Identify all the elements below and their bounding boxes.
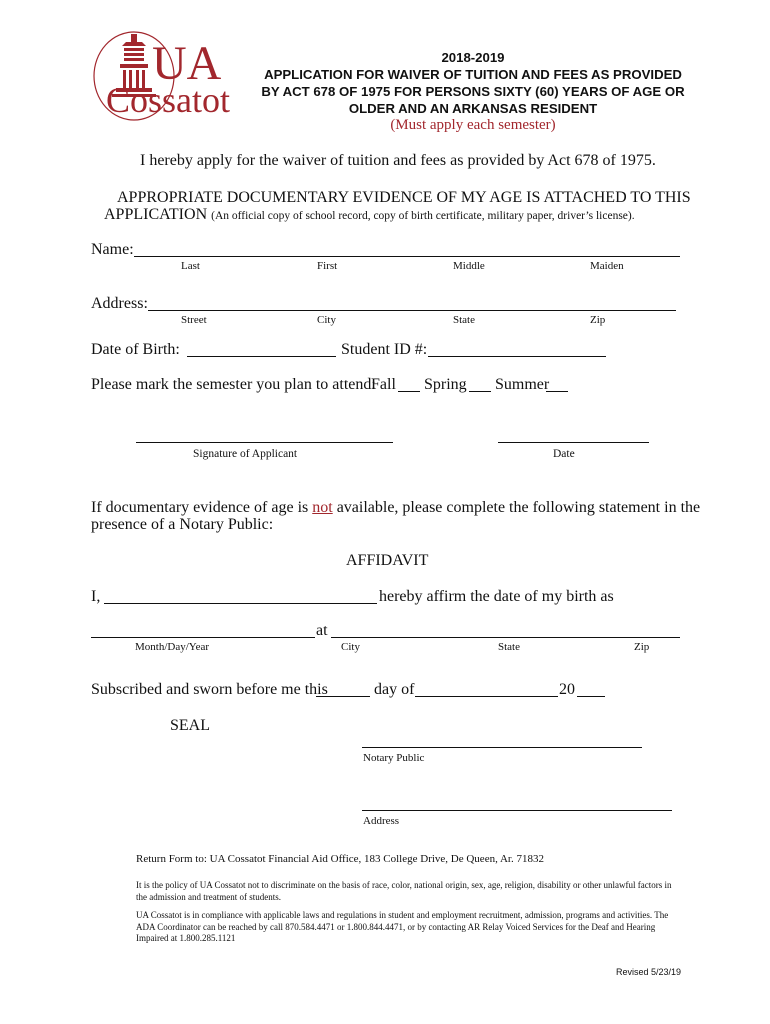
applicant-signature-label: Signature of Applicant <box>193 448 298 460</box>
name-part-maiden: Maiden <box>590 260 624 272</box>
semester-summer-label: Summer <box>495 376 550 393</box>
notary-intro-line-2: presence of a Notary Public: <box>91 516 274 533</box>
student-id-label: Student ID #: <box>341 341 428 358</box>
student-id-field[interactable] <box>428 356 606 357</box>
applicant-signature-field[interactable] <box>136 442 393 443</box>
name-part-first: First <box>317 260 338 272</box>
evidence-application-word: APPLICATION <box>104 206 208 223</box>
nondiscrimination-policy: It is the policy of UA Cossatot not to discriminate on the basis of race, color, national origin, sex, age, religion, disability or other unlawful factors in the admission and treatment of students. <box>136 880 672 902</box>
header-year: 2018-2019 <box>441 50 505 65</box>
intro-statement: I hereby apply for the waiver of tuition and fees as provided by Act 678 of 1975. <box>140 152 656 169</box>
dob-field[interactable] <box>187 356 336 357</box>
notary-signature-field[interactable] <box>362 747 642 748</box>
signature-date-label: Date <box>553 448 575 460</box>
semester-prompt: Please mark the semester you plan to attend: <box>91 376 376 393</box>
address-field[interactable] <box>148 310 676 311</box>
affidavit-birthplace-field[interactable] <box>331 637 680 638</box>
name-field[interactable] <box>134 256 680 257</box>
ada-compliance: UA Cossatot is in compliance with applicable laws and regulations in student and employment recruitment, admission, programs and activities. The ADA Coordinator can be reached by call 870.584.4471 or 1.800.844.4471, or by contacting AR Relay Voiced Services for the Deaf and Hearing Impaired at 1.800.285.1121 <box>136 910 669 943</box>
notary-intro-line-1 <box>91 499 700 517</box>
notary-address-label: Address <box>363 815 400 827</box>
year-prefix-text: 20 <box>559 681 575 698</box>
semester-fall-label: Fall <box>371 376 396 393</box>
address-part-zip: Zip <box>590 314 606 326</box>
address-label: Address: <box>91 295 148 312</box>
address-part-city: City <box>317 314 336 326</box>
evidence-examples: (An official copy of school record, copy of birth certificate, military paper, driver’s license). <box>211 210 635 222</box>
logo-ua-text: UA <box>152 37 222 90</box>
address-part-state: State <box>453 314 475 326</box>
notary-intro-before: If documentary evidence of age is <box>91 499 313 516</box>
name-part-last: Last <box>181 260 200 272</box>
header-note: (Must apply each semester) <box>390 117 556 133</box>
affidavit-birthdate-field[interactable] <box>91 637 315 638</box>
day-of-text: day of <box>374 681 415 698</box>
affidavit-i-label: I, <box>91 588 101 605</box>
notary-intro-emphasis: not <box>312 499 333 516</box>
header-line-3: OLDER AND AN ARKANSAS RESIDENT <box>348 101 598 116</box>
name-part-middle: Middle <box>453 260 485 272</box>
subscribed-text: Subscribed and sworn before me this <box>91 681 328 698</box>
affidavit-title: AFFIDAVIT <box>346 552 429 569</box>
address-part-street: Street <box>181 314 207 326</box>
subscribed-month-field[interactable] <box>415 696 558 697</box>
evidence-line-1: APPROPRIATE DOCUMENTARY EVIDENCE OF MY AGE IS ATTACHED TO THIS <box>117 189 691 206</box>
semester-summer-blank[interactable] <box>546 391 568 392</box>
notary-intro-after: available, please complete the following statement in the <box>332 499 701 516</box>
semester-spring-label: Spring <box>424 376 467 393</box>
notary-public-label: Notary Public <box>363 752 425 764</box>
affidavit-at-label: at <box>316 622 328 639</box>
dob-label: Date of Birth: <box>91 341 180 358</box>
name-label: Name: <box>91 241 134 258</box>
notary-address-field[interactable] <box>362 810 672 811</box>
affidavit-part-city: City <box>341 641 360 653</box>
subscribed-year-field[interactable] <box>577 696 605 697</box>
affidavit-affirm-text: hereby affirm the date of my birth as <box>379 588 614 605</box>
signature-date-field[interactable] <box>498 442 649 443</box>
semester-fall-blank[interactable] <box>398 391 420 392</box>
subscribed-day-field[interactable] <box>316 696 370 697</box>
header-line-2: BY ACT 678 OF 1975 FOR PERSONS SIXTY (60) YEARS OF AGE OR <box>261 84 685 99</box>
semester-spring-blank[interactable] <box>469 391 491 392</box>
affidavit-name-field[interactable] <box>104 603 377 604</box>
affidavit-part-state: State <box>498 641 520 653</box>
affidavit-part-date: Month/Day/Year <box>135 641 210 653</box>
revised-date: Revised 5/23/19 <box>616 967 682 977</box>
affidavit-part-zip: Zip <box>634 641 650 653</box>
logo-cossatot-text: Cossatot <box>106 80 231 120</box>
evidence-line-2 <box>104 206 635 224</box>
header-line-1: APPLICATION FOR WAIVER OF TUITION AND FEES AS PROVIDED <box>264 67 682 82</box>
seal-label: SEAL <box>170 717 210 734</box>
return-form-text: Return Form to: UA Cossatot Financial Aid Office, 183 College Drive, De Queen, Ar. 71832 <box>136 853 544 865</box>
